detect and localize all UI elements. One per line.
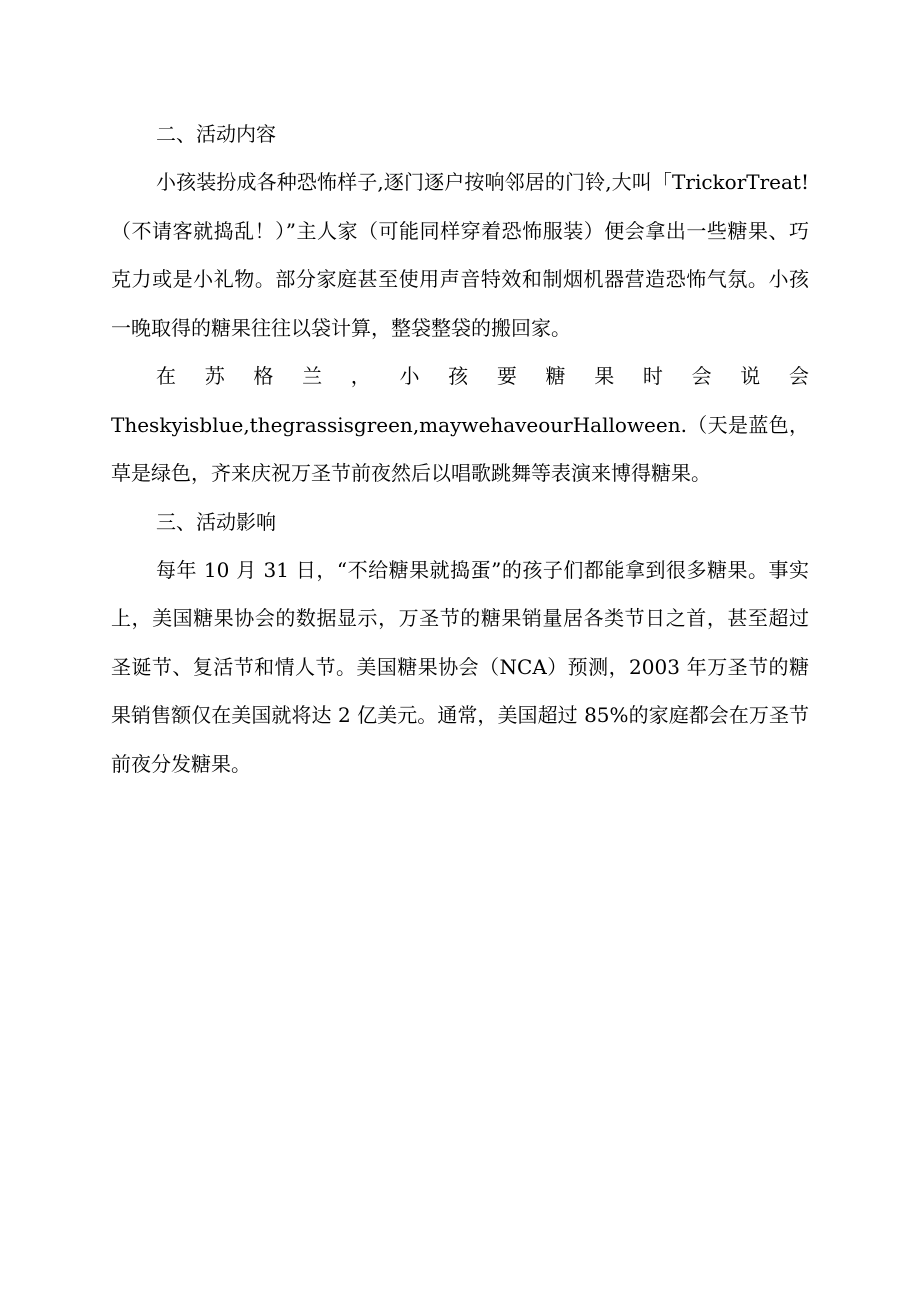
spread-char: 会	[788, 364, 809, 388]
paragraph-scotland-first-line	[111, 352, 809, 401]
section-heading-activity-content: 二、活动内容	[156, 122, 276, 146]
spread-char: 说	[740, 364, 761, 388]
spread-char: 孩	[448, 364, 469, 388]
spread-char: 兰	[302, 364, 323, 388]
section-heading-activity-impact: 三、活动影响	[156, 509, 276, 534]
spread-char: 在	[156, 364, 176, 388]
spread-char: 苏	[204, 364, 225, 388]
spread-char: 小	[399, 364, 420, 388]
spread-char: 糖	[545, 364, 566, 388]
paragraph-scotland-rest: Theskyisblue,thegrassisgreen,maywehaveourHalloween.（天是蓝色，草是绿色，齐来庆祝万圣节前夜然后以唱歌跳舞等表演来博得糖果。	[111, 412, 809, 485]
paragraph-activity-description: 小孩装扮成各种恐怖样子,逐门逐户按响邻居的门铃,大叫「TrickorTreat!（不请客就捣乱！）”主人家（可能同样穿着恐怖服装）便会拿出一些糖果、巧克力或是小礼物。部分家庭甚至使用声音特效和制烟机器营造恐怖气氛。小孩一晚取得的糖果往往以袋计算，整袋整袋的搬回家。	[111, 170, 809, 340]
document-body	[111, 110, 809, 788]
paragraph-candy-sales: 每年 10 月 31 日，“不给糖果就捣蛋”的孩子们都能拿到很多糖果。事实上，美国糖果协会的数据显示，万圣节的糖果销量居各类节日之首，甚至超过圣诞节、复活节和情人节。美国糖果协会（NCA）预测，2003 年万圣节的糖果销售额仅在美国就将达 2 亿美元。通常，美国超过 85%的家庭都会在万圣节前夜分发糖果。	[111, 557, 809, 776]
paragraph-scotland	[111, 352, 809, 498]
spread-char: 要	[496, 364, 517, 388]
spread-char: 果	[594, 364, 615, 388]
spread-char: ，	[350, 364, 371, 388]
spread-char: 时	[642, 364, 663, 388]
spread-char: 格	[253, 364, 274, 388]
spread-char: 会	[691, 364, 712, 388]
